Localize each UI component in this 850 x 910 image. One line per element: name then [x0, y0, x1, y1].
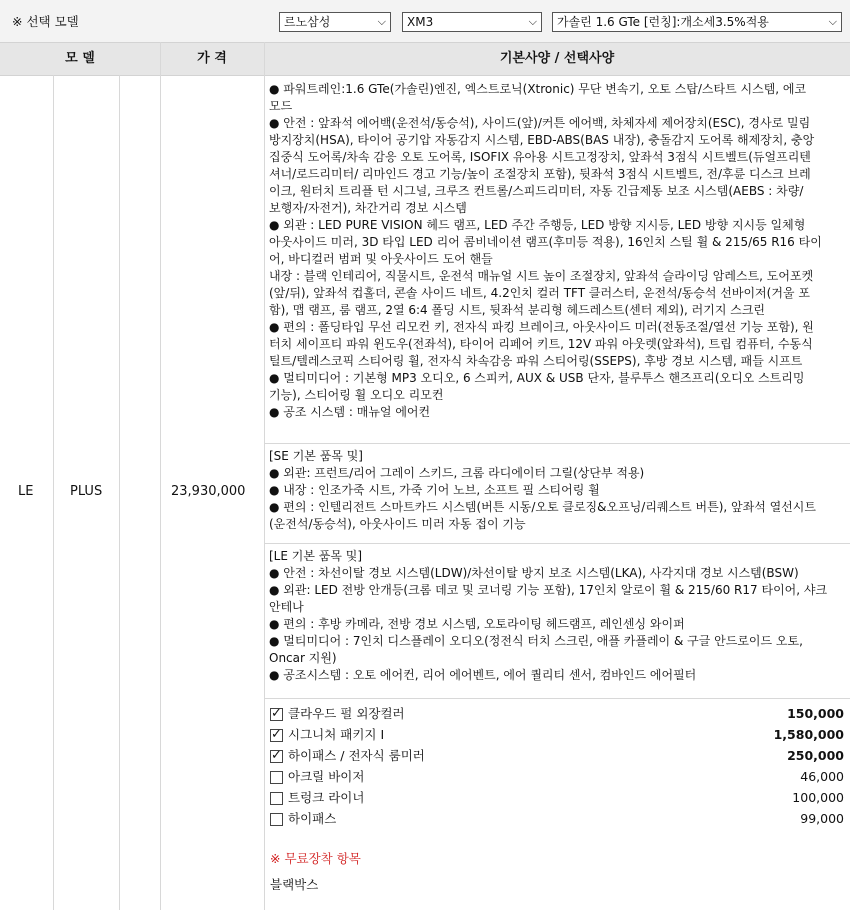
spec-line: ● 외관: LED 전방 안개등(크롬 데코 및 코너링 기능 포함), 17인치 알로이 휠 & 215/60 R17 타이어, 샤크: [269, 583, 828, 597]
model-selector-bar: [0, 0, 850, 42]
spec-line: 아웃사이드 미러, 3D 타입 LED 리어 콤비네이션 램프(후미등 적용), 16인치 스틸 휠 & 215/65 R16 타이: [269, 235, 822, 249]
option-checkbox[interactable]: [270, 771, 283, 784]
option-checkbox[interactable]: [270, 708, 283, 721]
option-row[interactable]: [270, 725, 844, 745]
chevron-down-icon: ⌵: [528, 15, 537, 28]
spec-line: 모드: [269, 99, 293, 113]
spec-line: ● 편의 : 인텔리전트 스마트카드 시스템(버튼 시동/오토 클로징&오프닝/리퀘스트 버튼), 앞좌석 열선시트: [269, 500, 816, 514]
trim-select-value: 가솔린 1.6 GTe [런칭]:개소세3.5%적용: [557, 15, 769, 29]
spec-line: 내장 : 블랙 인테리어, 직물시트, 운전석 매뉴얼 시트 높이 조절장치, 앞좌석 슬라이딩 암레스트, 도어포켓: [269, 269, 814, 283]
spec-line: ● 멀티미디어 : 7인치 디스플레이 오디오(정전식 터치 스크린, 애플 카플레이 & 구글 안드로이드 오토,: [269, 634, 803, 648]
option-name: 아크릴 바이저: [288, 769, 365, 784]
spec-line: [LE 기본 품목 및]: [269, 549, 363, 563]
maker-select-value: 르노삼성: [284, 15, 331, 29]
sub-grade-cell: PLUS: [70, 484, 103, 499]
free-items-title: ※ 무료장착 항목: [270, 851, 361, 866]
option-row[interactable]: [270, 704, 844, 724]
spec-line: 안테나: [269, 600, 304, 614]
spec-line: ● 멀티미디어 : 기본형 MP3 오디오, 6 스피커, AUX & USB 단자, 블루투스 핸즈프리(오디오 스트리밍: [269, 371, 805, 385]
option-price: 100,000: [792, 790, 844, 805]
spec-line: 터치 세이프티 파워 윈도우(전좌석), 타이어 리페어 키트, 12V 파워 아웃렛(앞좌석), 트립 컴퓨터, 수동식: [269, 337, 813, 351]
spec-se: [269, 448, 844, 533]
trim-select[interactable]: [552, 12, 842, 32]
spec-line: ● 외관: 프런트/리어 그레이 스키드, 크롬 라디에이터 그릴(상단부 적용): [269, 466, 645, 480]
option-price: 46,000: [800, 769, 844, 784]
spec-line: ● 편의 : 폴딩타입 무선 리모컨 키, 전자식 파킹 브레이크, 아웃사이드 미러(전동조절/열선 기능 포함), 원: [269, 320, 814, 334]
price-cell: 23,930,000: [171, 484, 246, 499]
spec-line: Oncar 지원): [269, 651, 337, 665]
spec-line: ● 내장 : 인조가죽 시트, 가죽 기어 노브, 소프트 필 스티어링 휠: [269, 483, 600, 497]
maker-select[interactable]: [279, 12, 391, 32]
spec-line: 틸트/텔레스코픽 스티어링 휠, 전자식 차속감응 파워 스티어링(SSEPS), 후방 경보 시스템, 패들 시프트: [269, 354, 803, 368]
option-price: 250,000: [787, 748, 844, 763]
grade-cell: LE: [18, 484, 34, 499]
spec-line: ● 공조시스템 : 오토 에어컨, 리어 에어벤트, 에어 퀄리티 센서, 컴바인드 에어필터: [269, 668, 697, 682]
option-name: 하이패스 / 전자식 룸미러: [288, 748, 425, 763]
spec-line: 이크, 원터치 트리플 턴 시그널, 크루즈 컨트롤/스피드리미터, 자동 긴급제동 보조 시스템(AEBS : 차량/: [269, 184, 804, 198]
option-row[interactable]: [270, 746, 844, 766]
spec-line: [SE 기본 품목 및]: [269, 449, 363, 463]
option-row[interactable]: [270, 767, 844, 787]
option-name: 트렁크 라이너: [288, 790, 365, 805]
table-header: [0, 42, 850, 76]
spec-line: 보행자/자전거), 차간거리 경보 시스템: [269, 201, 467, 215]
option-price: 99,000: [800, 811, 844, 826]
spec-line: 집중식 도어록/차속 감응 오토 도어록, ISOFIX 유아용 시트고정장치, 앞좌석 3점식 시트벨트(듀얼프리텐: [269, 150, 811, 164]
option-checkbox[interactable]: [270, 792, 283, 805]
option-row[interactable]: [270, 809, 844, 829]
free-item: 블랙박스: [270, 877, 319, 892]
spec-le: [269, 548, 844, 684]
option-name: 클라우드 펄 외장컬러: [288, 706, 405, 721]
option-checkbox[interactable]: [270, 750, 283, 763]
col-spec-header: 기본사양 / 선택사양: [499, 51, 615, 66]
option-checkbox[interactable]: [270, 729, 283, 742]
spec-line: 함), 맵 램프, 룸 램프, 2열 6:4 폴딩 시트, 뒷좌석 분리형 헤드레스트(센터 제외), 러기지 스크린: [269, 303, 766, 317]
spec-line: 기능), 스티어링 휠 오디오 리모컨: [269, 388, 444, 402]
spec-line: ● 편의 : 후방 카메라, 전방 경보 시스템, 오토라이팅 헤드램프, 레인센싱 와이퍼: [269, 617, 685, 631]
spec-line: 어, 바디컬러 범퍼 및 아웃사이드 도어 핸들: [269, 252, 493, 266]
spec-line: ● 안전 : 앞좌석 에어백(운전석/동승석), 사이드(앞)/커튼 에어백, 차체자세 제어장치(ESC), 경사로 밀림: [269, 116, 811, 130]
model-select-value: XM3: [407, 15, 434, 29]
spec-line: 방지장치(HSA), 타이어 공기압 자동감지 시스템, EBD-ABS(BAS 내장), 충돌감지 도어록 해제장치, 충앙: [269, 133, 815, 147]
spec-line: 셔너/로드리미터/ 리마인드 경고 기능/높이 조절장치 포함), 뒷좌석 3점식 시트벨트, 전/후륜 디스크 브레: [269, 167, 811, 181]
option-price: 1,580,000: [773, 727, 844, 742]
model-select[interactable]: [402, 12, 542, 32]
selector-label: ※ 선택 모델: [12, 14, 79, 29]
spec-line: (앞/뒤), 앞좌석 컵홀더, 콘솔 사이드 네트, 4.2인치 컬러 TFT 클러스터, 운전석/동승석 선바이저(거울 포: [269, 286, 810, 300]
option-name: 하이패스: [288, 811, 337, 826]
spec-basic: [269, 81, 844, 421]
chevron-down-icon: ⌵: [377, 15, 386, 28]
spec-line: ● 파워트레인:1.6 GTe(가솔린)엔진, 엑스트로닉(Xtronic) 무단 변속기, 오토 스탑/스타트 시스템, 에코: [269, 82, 807, 96]
spec-line: ● 공조 시스템 : 매뉴얼 에어컨: [269, 405, 431, 419]
col-model-header: 모 델: [65, 51, 95, 66]
spec-line: ● 안전 : 차선이탈 경보 시스템(LDW)/차선이탈 방지 보조 시스템(LKA), 사각지대 경보 시스템(BSW): [269, 566, 799, 580]
option-name: 시그니처 패키지 I: [288, 727, 385, 742]
chevron-down-icon: ⌵: [828, 15, 837, 28]
spec-line: (운전석/동승석), 아웃사이드 미러 자동 접이 기능: [269, 517, 526, 531]
option-price: 150,000: [787, 706, 844, 721]
spec-line: ● 외관 : LED PURE VISION 헤드 램프, LED 주간 주행등, LED 방향 지시등, LED 방향 지시등 일체형: [269, 218, 806, 232]
option-checkbox[interactable]: [270, 813, 283, 826]
option-row[interactable]: [270, 788, 844, 808]
col-price-header: 가 격: [197, 51, 227, 66]
